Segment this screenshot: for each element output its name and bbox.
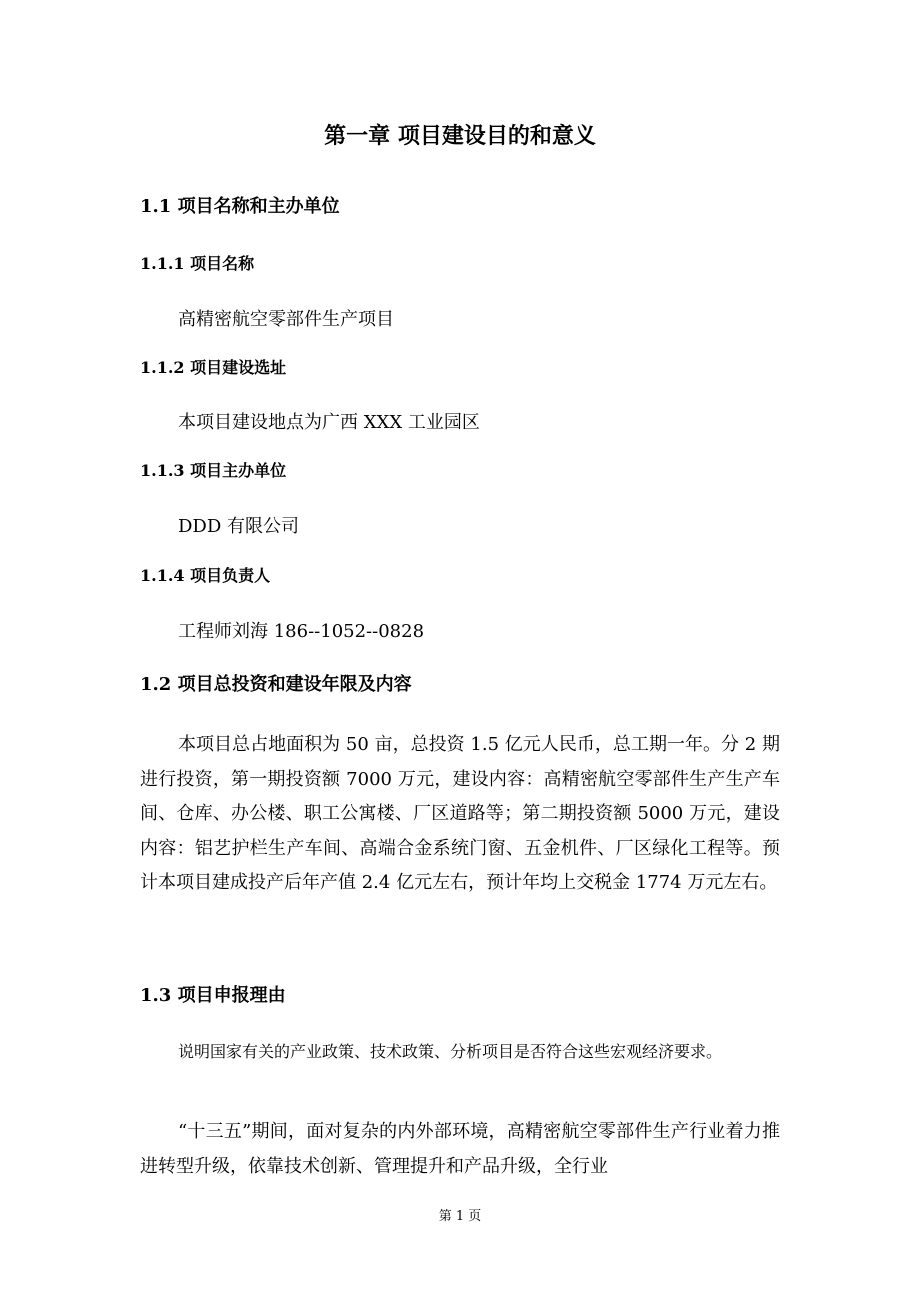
investment-paragraph: 本项目总占地面积为 50 亩，总投资 1.5 亿元人民币，总工期一年。分 2 期进行投资，第一期投资额 7000 万元，建设内容：高精密航空零部件生产生产车间、仓库、办公楼、职工公寓楼、厂区道路等；第二期投资额 5000 万元，建设内容：铝艺护栏生产车间、高端合金系统门窗、五金机件、厂区绿化工程等。预计本项目建成投产后年产值 2.4 亿元左右，预计年均上交税金 1774 万元左右。 [140, 734, 780, 893]
section-heading-1-3: 1.3 项目申报理由 [140, 985, 286, 1006]
chapter-title: 第一章 项目建设目的和意义 [324, 123, 596, 149]
section-heading-1-2: 1.2 项目总投资和建设年限及内容 [140, 674, 412, 695]
reason-paragraph-1: 说明国家有关的产业政策、技术政策、分析项目是否符合这些宏观经济要求。 [178, 1042, 723, 1061]
section-heading-1-1-4: 1.1.4 项目负责人 [140, 566, 271, 585]
project-location-text: 本项目建设地点为广西 XXX 工业园区 [178, 412, 480, 433]
section-heading-1-1-2: 1.1.2 项目建设选址 [140, 358, 287, 377]
section-heading-1-1-1: 1.1.1 项目名称 [140, 254, 255, 273]
reason-paragraph-2: “十三五”期间，面对复杂的内外部环境，高精密航空零部件生产行业着力推进转型升级，依靠技术创新、管理提升和产品升级，全行业 [140, 1121, 780, 1177]
project-lead-text: 工程师刘海 186--1052--0828 [178, 621, 425, 642]
project-name-text: 高精密航空零部件生产项目 [178, 309, 394, 330]
section-heading-1-1: 1.1 项目名称和主办单位 [140, 196, 340, 217]
page-number: 第 1 页 [438, 1209, 482, 1224]
project-sponsor-text: DDD 有限公司 [178, 516, 300, 537]
section-heading-1-1-3: 1.1.3 项目主办单位 [140, 461, 287, 480]
